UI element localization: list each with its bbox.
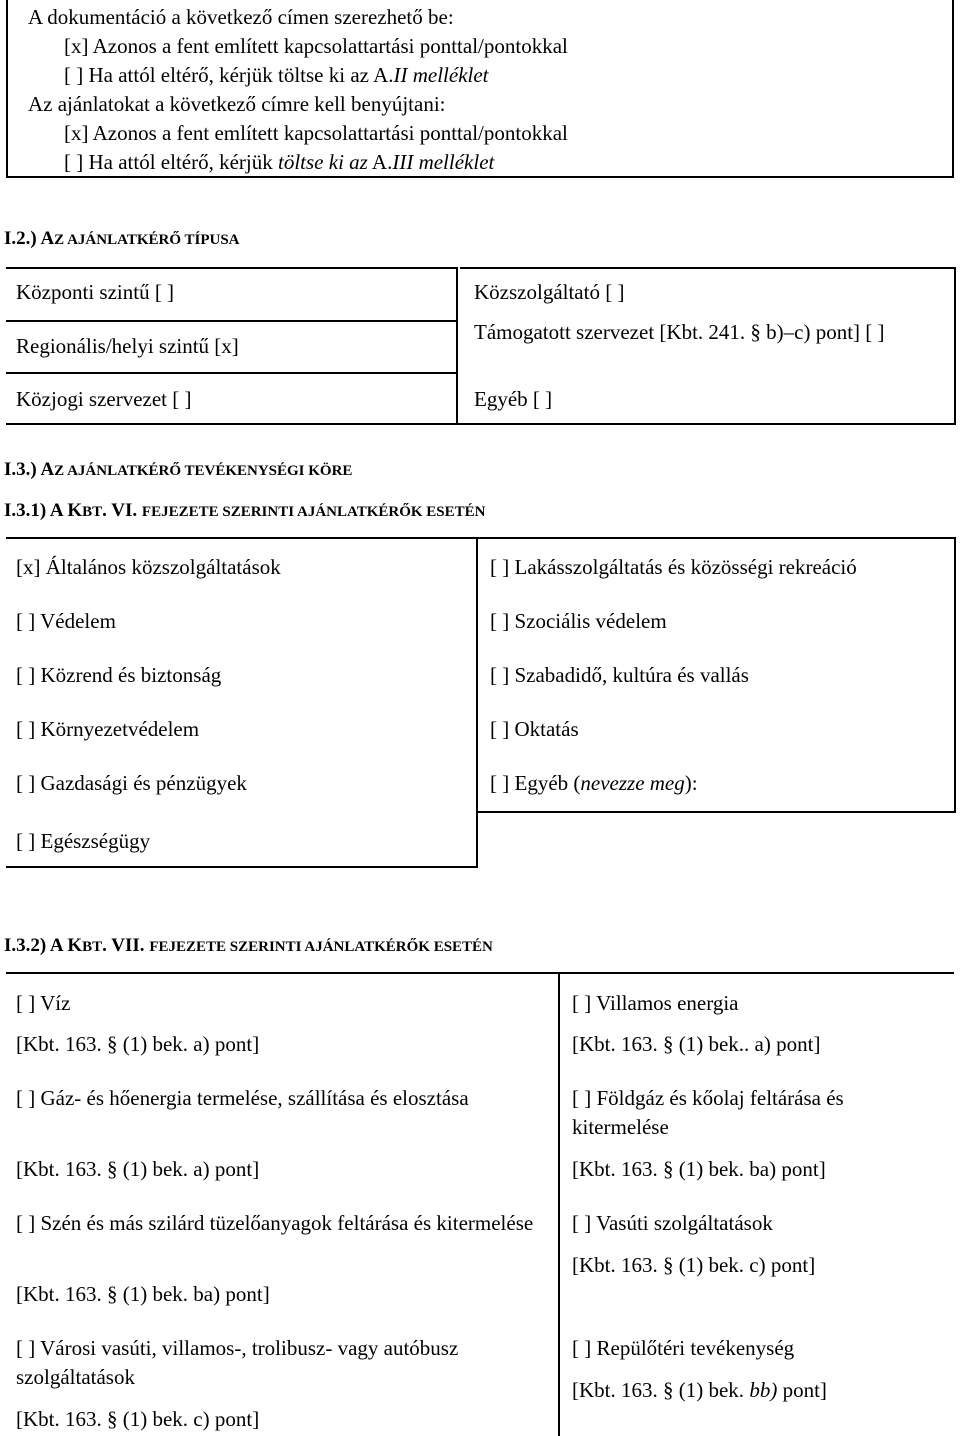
activity-other: [ ] Egyéb (nevezze meg): [490, 771, 698, 795]
sector-oil-gas-ref: [Kbt. 163. § (1) bek. ba) pont] [572, 1157, 826, 1181]
activity-economic-financial: [ ] Gazdasági és pénzügyek [16, 771, 247, 795]
sector-water: [ ] Víz [16, 991, 71, 1015]
activity-health: [ ] Egészségügy [16, 829, 151, 853]
type-public-law: Közjogi szervezet [ ] [16, 387, 192, 411]
type-utility: Közszolgáltató [ ] [474, 280, 625, 304]
section-i32-heading: I.3.2) A KBT. VII. FEJEZETE SZERINTI AJÁNLATKÉRŐK ESETÉN [4, 935, 493, 956]
activity-recreation-culture: [ ] Szabadidő, kultúra és vallás [490, 663, 749, 687]
activity-environment: [ ] Környezetvédelem [16, 717, 200, 741]
type-other: Egyéb [ ] [474, 387, 553, 411]
activity-public-order: [ ] Közrend és biztonság [16, 663, 222, 687]
sector-oil-gas: [ ] Földgáz és kőolaj feltárása és kitermelése [572, 1086, 844, 1139]
type-central: Központi szintű [ ] [16, 280, 175, 304]
sector-urban-transport: [ ] Városi vasúti, villamos-, trolibusz- vagy autóbusz szolgáltatások [16, 1336, 459, 1389]
bid-address-label: Az ajánlatokat a következő címre kell benyújtani: [28, 92, 446, 116]
activity-housing: [ ] Lakásszolgáltatás és közösségi rekreáció [490, 555, 857, 579]
activity-social-protection: [ ] Szociális védelem [490, 609, 667, 633]
sector-coal: [ ] Szén és más szilárd tüzelőanyagok feltárása és kitermelése [16, 1211, 534, 1235]
sector-water-ref: [Kbt. 163. § (1) bek. a) pont] [16, 1032, 260, 1056]
sector-electricity-ref: [Kbt. 163. § (1) bek.. a) pont] [572, 1032, 821, 1056]
bid-other-option: [ ] Ha attól eltérő, kérjük töltse ki az A.III melléklet [64, 150, 495, 174]
sector-gas-heat: [ ] Gáz- és hőenergia termelése, szállítása és elosztása [16, 1086, 469, 1110]
doc-same-option: [x] Azonos a fent említett kapcsolattartási ponttal/pontokkal [64, 34, 568, 58]
activity-general-public-services: [x] Általános közszolgáltatások [16, 555, 281, 579]
doc-address-label: A dokumentáció a következő címen szerezhető be: [28, 5, 454, 29]
type-regional: Regionális/helyi szintű [x] [16, 334, 239, 358]
type-supported-org: Támogatott szervezet [Kbt. 241. § b)–c) pont] [ ] [474, 320, 885, 344]
delivery-address-box [6, 0, 954, 178]
sector-railway: [ ] Vasúti szolgáltatások [572, 1211, 773, 1235]
bid-same-option: [x] Azonos a fent említett kapcsolattartási ponttal/pontokkal [64, 121, 568, 145]
sector-electricity: [ ] Villamos energia [572, 991, 739, 1015]
activity-defence: [ ] Védelem [16, 609, 116, 633]
sector-gas-heat-ref: [Kbt. 163. § (1) bek. a) pont] [16, 1157, 260, 1181]
section-i3-heading: I.3.) AZ AJÁNLATKÉRŐ TEVÉKENYSÉGI KÖRE [4, 459, 353, 480]
section-i2-heading: I.2.) AZ AJÁNLATKÉRŐ TÍPUSA [4, 228, 240, 249]
sector-airport: [ ] Repülőtéri tevékenység [572, 1336, 795, 1360]
section-i31-heading: I.3.1) A KBT. VI. FEJEZETE SZERINTI AJÁNLATKÉRŐK ESETÉN [4, 500, 486, 521]
sector-railway-ref: [Kbt. 163. § (1) bek. c) pont] [572, 1253, 816, 1277]
doc-other-option: [ ] Ha attól eltérő, kérjük töltse ki az A.II melléklet [64, 63, 489, 87]
sector-coal-ref: [Kbt. 163. § (1) bek. ba) pont] [16, 1282, 270, 1306]
sector-airport-ref: [Kbt. 163. § (1) bek. bb) pont] [572, 1378, 827, 1402]
sector-urban-transport-ref: [Kbt. 163. § (1) bek. c) pont] [16, 1407, 260, 1431]
activity-education: [ ] Oktatás [490, 717, 579, 741]
